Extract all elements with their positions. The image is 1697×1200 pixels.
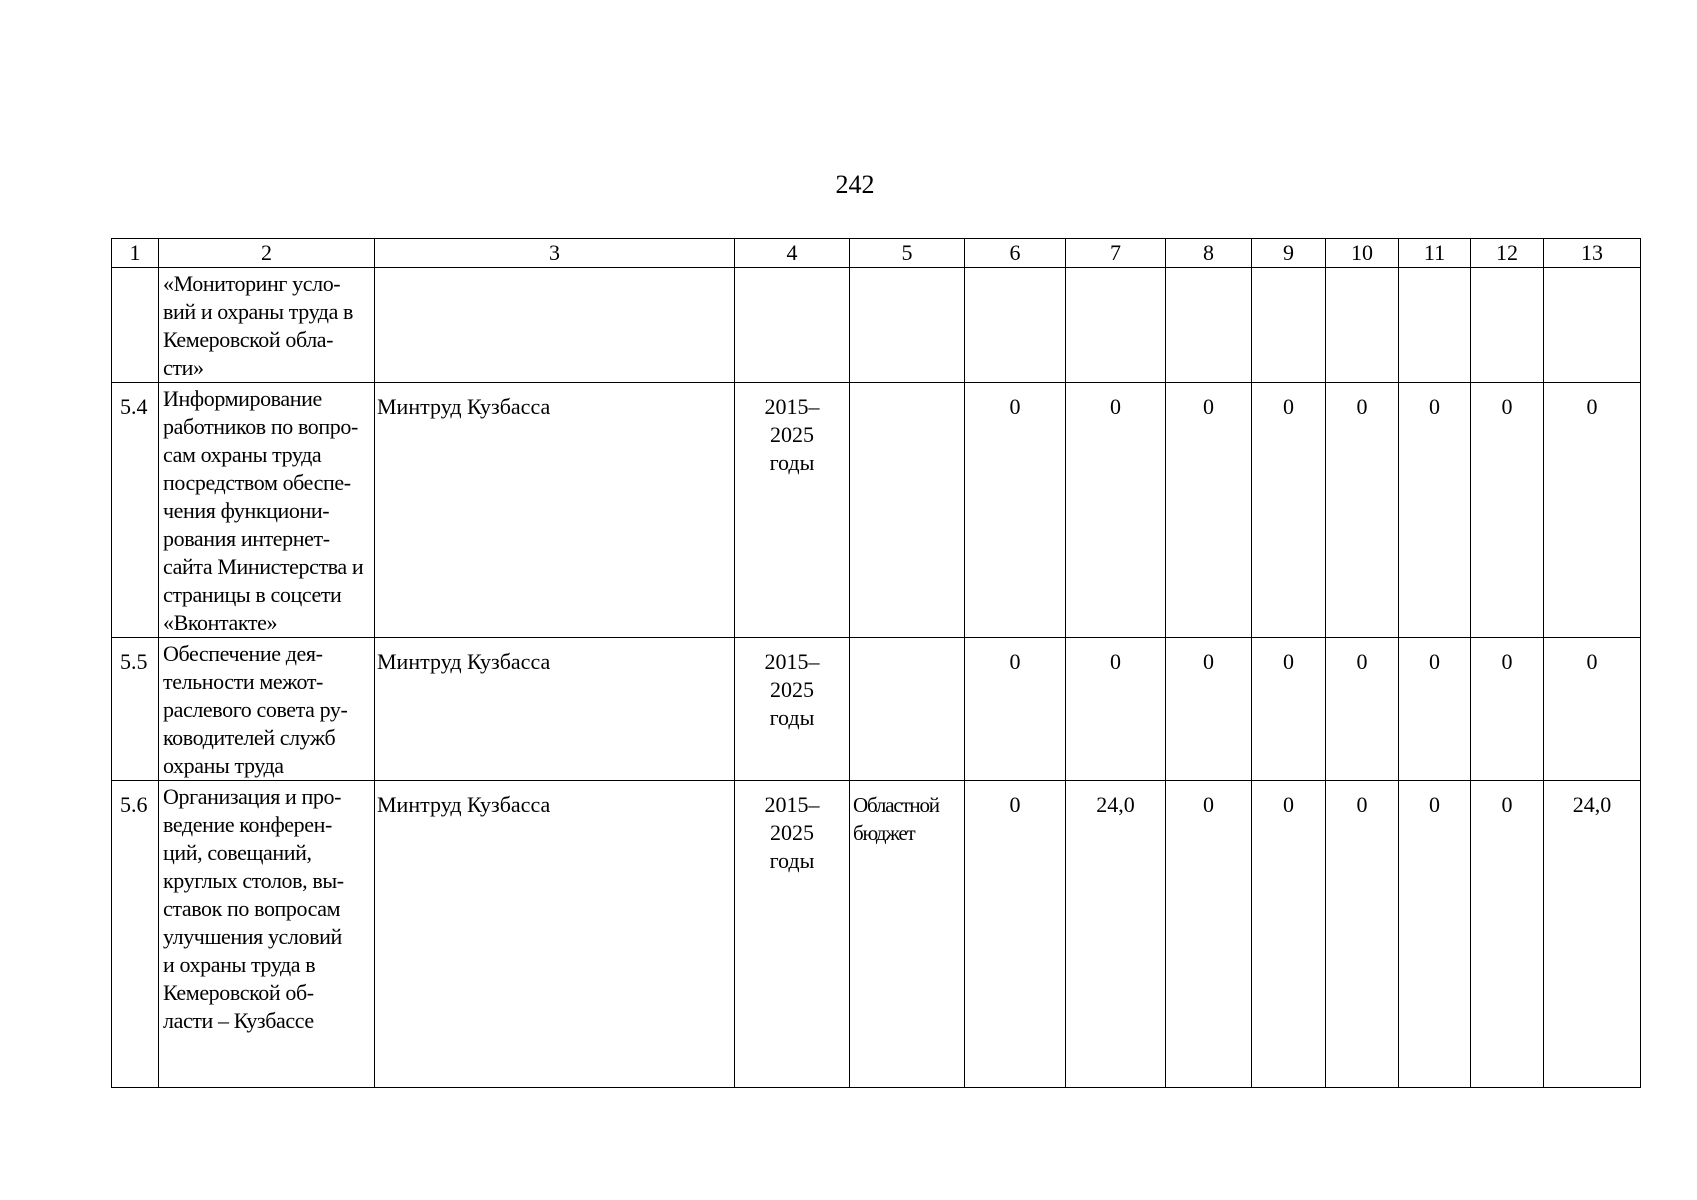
value-cell: 0 — [965, 638, 1066, 781]
value-cell — [1471, 268, 1544, 383]
value-cell: 0 — [1166, 638, 1252, 781]
column-header: 10 — [1326, 239, 1399, 268]
value-cell — [1326, 268, 1399, 383]
executor: Минтруд Кузбасса — [375, 638, 735, 781]
value-cell: 0 — [1166, 781, 1252, 1088]
header-row — [112, 239, 1641, 268]
value-cell: 0 — [1399, 781, 1471, 1088]
value-cell: 0 — [1066, 638, 1166, 781]
value-cell: 0 — [1544, 383, 1641, 638]
value-cell: 0 — [1471, 383, 1544, 638]
funding-source — [850, 383, 965, 638]
period: 2015– 2025 годы — [735, 383, 850, 638]
table-row — [112, 383, 1641, 638]
value-cell: 24,0 — [1066, 781, 1166, 1088]
table-row — [112, 638, 1641, 781]
value-cell: 0 — [965, 383, 1066, 638]
value-cell: 0 — [1544, 638, 1641, 781]
value-cell: 0 — [1252, 383, 1326, 638]
value-cell: 0 — [1471, 638, 1544, 781]
budget-table — [111, 238, 1641, 1088]
value-cell — [1066, 268, 1166, 383]
measure-name: «Мониторинг усло- вий и охраны труда в Кемеровской обла- сти» — [159, 268, 375, 383]
funding-source: Областной бюджет — [850, 781, 965, 1088]
value-cell — [1252, 268, 1326, 383]
column-header: 8 — [1166, 239, 1252, 268]
value-cell: 0 — [1252, 781, 1326, 1088]
measure-name: Организация и про- ведение конферен- ций, совещаний, круглых столов, вы- ставок по вопросам улучшения условий и охраны труда в Кемеровской об- ласти – Кузбассе — [159, 781, 375, 1088]
period — [735, 268, 850, 383]
column-header: 11 — [1399, 239, 1471, 268]
column-header: 9 — [1252, 239, 1326, 268]
value-cell: 0 — [1399, 638, 1471, 781]
row-index: 5.4 — [112, 383, 159, 638]
column-header: 2 — [159, 239, 375, 268]
period: 2015– 2025 годы — [735, 781, 850, 1088]
value-cell — [1166, 268, 1252, 383]
funding-source — [850, 268, 965, 383]
value-cell: 0 — [1066, 383, 1166, 638]
measure-name: Обеспечение дея- тельности межот- раслевого совета ру- ководителей служб охраны труда — [159, 638, 375, 781]
value-cell: 0 — [1166, 383, 1252, 638]
table-row — [112, 781, 1641, 1088]
value-cell — [1399, 268, 1471, 383]
page-number: 242 — [835, 170, 875, 199]
column-header: 3 — [375, 239, 735, 268]
value-cell: 0 — [1326, 638, 1399, 781]
column-header: 13 — [1544, 239, 1641, 268]
period: 2015– 2025 годы — [735, 638, 850, 781]
column-header: 12 — [1471, 239, 1544, 268]
row-index: 5.5 — [112, 638, 159, 781]
column-header: 4 — [735, 239, 850, 268]
row-index: 5.6 — [112, 781, 159, 1088]
value-cell: 0 — [1326, 781, 1399, 1088]
value-cell: 24,0 — [1544, 781, 1641, 1088]
column-header: 6 — [965, 239, 1066, 268]
table-row — [112, 268, 1641, 383]
value-cell: 0 — [1326, 383, 1399, 638]
measure-name: Информирование работников по вопро- сам охраны труда посредством обеспе- чения функциони- рования интернет- сайта Министерства и страницы в соцсети «Вконтакте» — [159, 383, 375, 638]
executor: Минтруд Кузбасса — [375, 383, 735, 638]
column-header: 7 — [1066, 239, 1166, 268]
column-header: 1 — [112, 239, 159, 268]
value-cell: 0 — [1399, 383, 1471, 638]
executor — [375, 268, 735, 383]
executor: Минтруд Кузбасса — [375, 781, 735, 1088]
value-cell: 0 — [1471, 781, 1544, 1088]
row-index — [112, 268, 159, 383]
value-cell — [1544, 268, 1641, 383]
value-cell — [965, 268, 1066, 383]
value-cell: 0 — [1252, 638, 1326, 781]
funding-source — [850, 638, 965, 781]
value-cell: 0 — [965, 781, 1066, 1088]
column-header: 5 — [850, 239, 965, 268]
